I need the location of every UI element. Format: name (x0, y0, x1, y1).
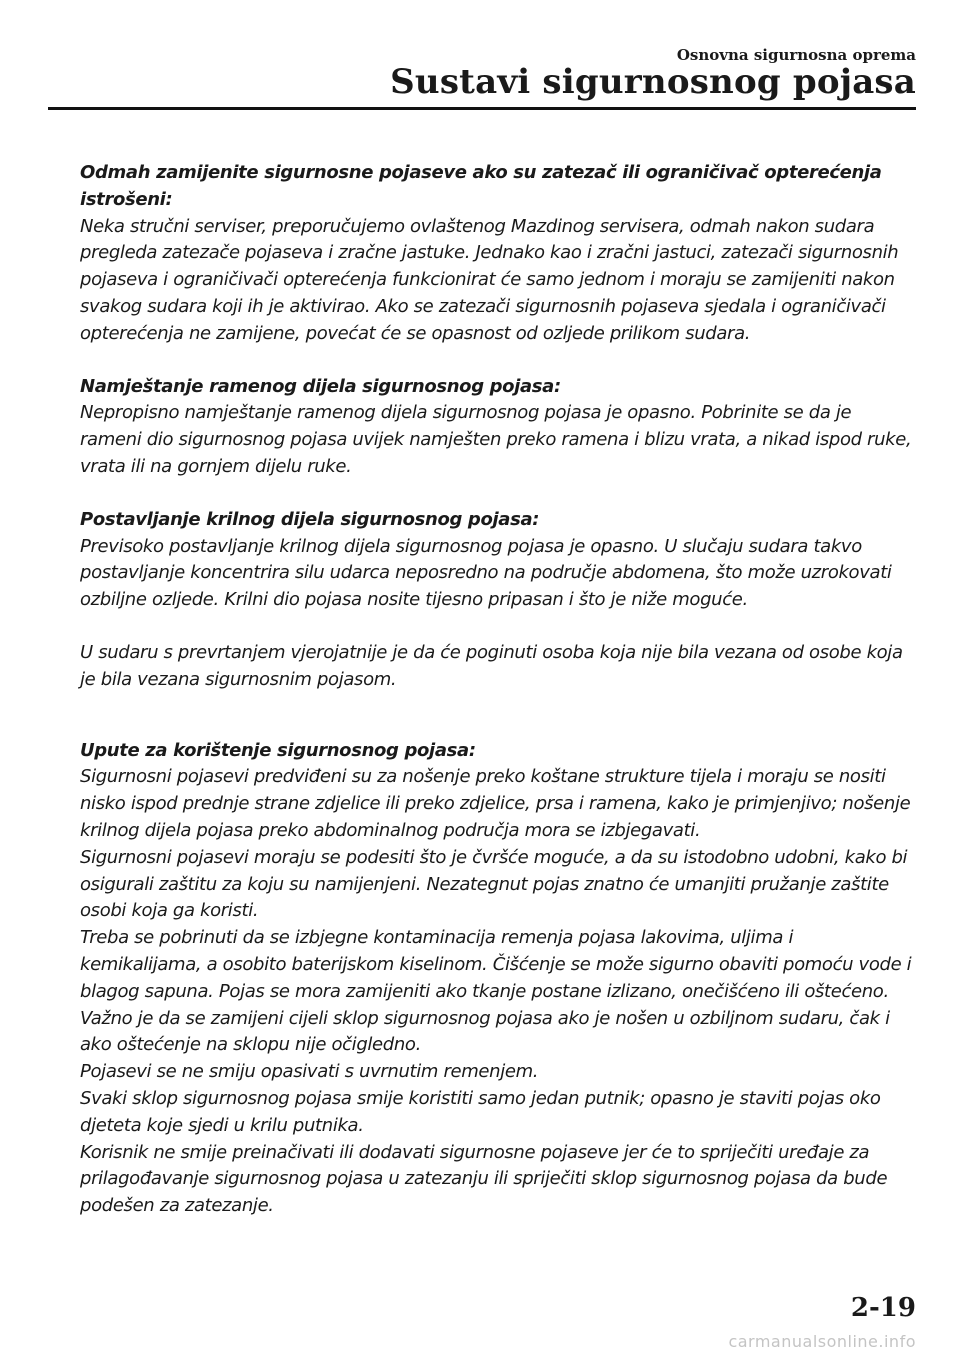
instruction-paragraph: Sigurnosni pojasevi predviđeni su za nošenje preko koštane strukture tijela i moraju se nositi nisko ispod prednje strane zdjelice ili preko zdjelice, prsa i ramena, kako je primjenjivo; nošenje krilnog dijela pojasa preko abdominalnog područja mora se izbjegavati. (80, 766, 911, 841)
header-divider (48, 107, 916, 110)
page-number: 2-19 (850, 1293, 916, 1323)
warning-block-replace-pretensioner (80, 160, 916, 348)
instruction-paragraph: Korisnik ne smije preinačivati ili dodavati sigurnosne pojaseve jer će to spriječiti uređaje za prilagođavanje sigurnosnog pojasa u zatezanju ili spriječiti sklop sigurnosnog pojasa da bude podešen za zatezanje. (80, 1141, 888, 1217)
instructions-block (80, 738, 916, 1220)
warning-block-lap-belt (80, 507, 916, 614)
watermark: carmanualsonline.info (728, 1332, 916, 1351)
instruction-paragraph: Sigurnosni pojasevi moraju se podesiti što je čvršće moguće, a da su istodobno udobni, kako bi osigurali zaštitu za koju su namijenjeni. Nezategnut pojas znatno će umanjiti pružanje zaštite osobi koja ga koristi. (80, 846, 908, 922)
block-heading: Odmah zamijenite sigurnosne pojaseve ako su zatezač ili ograničivač opterećenja istrošeni: (80, 162, 882, 210)
block-text: Neka stručni serviser, preporučujemo ovlaštenog Mazdinog servisera, odmah nakon sudara pregleda zatezače pojaseva i zračne jastuke. Jednako kao i zračni jastuci, zatezači sigurnosnih pojaseva i ograničivači opterećenja funkcionirat će samo jednom i moraju se zamijeniti nakon svakog sudara koji ih je aktivirao. Ako se zatezači sigurnosnih pojaseva sjedala i ograničivači opterećenja ne zamijene, povećat će se opasnost od ozljede prilikom sudara. (80, 215, 899, 344)
page-title: Sustavi sigurnosnog pojasa (390, 62, 916, 102)
instruction-paragraph: Svaki sklop sigurnosnog pojasa smije koristiti samo jedan putnik; opasno je staviti pojas oko djeteta koje sjedi u krilu putnika. (80, 1087, 881, 1136)
block-text: Previsoko postavljanje krilnog dijela sigurnosnog pojasa je opasno. U slučaju sudara takvo postavljanje koncentrira silu udarca neposredno na područje abdomena, što može uzrokovati ozbiljne ozljede. Krilni dio pojasa nosite tijesno pripasan i što je niže moguće. (80, 535, 892, 611)
instruction-paragraph: Važno je da se zamijeni cijeli sklop sigurnosnog pojasa ako je nošen u ozbiljnom sudaru, čak i ako oštećenje na sklopu nije očigledno. (80, 1007, 890, 1056)
instruction-paragraph: Pojasevi se ne smiju opasivati s uvrnutim remenjem. (80, 1061, 539, 1083)
block-text: Nepropisno namještanje ramenog dijela sigurnosnog pojasa je opasno. Pobrinite se da je rameni dio sigurnosnog pojasa uvijek namješten preko ramena i blizu vrata, a nikad ispod ruke, vrata ili na gornjem dijelu ruke. (80, 402, 912, 477)
instructions-heading: Upute za korištenje sigurnosnog pojasa: (80, 739, 476, 761)
warning-block-shoulder-belt (80, 374, 916, 481)
block-text: U sudaru s prevrtanjem vjerojatnije je da će poginuti osoba koja nije bila vezana od osobe koja je bila vezana sigurnosnim pojasom. (80, 641, 903, 690)
block-heading: Namještanje ramenog dijela sigurnosnog pojasa: (80, 375, 561, 397)
main-content (80, 160, 916, 1220)
block-heading: Postavljanje krilnog dijela sigurnosnog pojasa: (80, 508, 540, 530)
instruction-paragraph: Treba se pobrinuti da se izbjegne kontaminacija remenja pojasa lakovima, uljima i kemikalijama, a osobito baterijskom kiselinom. Čišćenje se može sigurno obaviti pomoću vode i blagog sapuna. Pojas se mora zamijeniti ako tkanje postane izlizano, onečišćeno ili oštećeno. (80, 927, 912, 1002)
header-section-label: Osnovna sigurnosna oprema (676, 46, 916, 64)
warning-block-rollover (80, 640, 916, 694)
